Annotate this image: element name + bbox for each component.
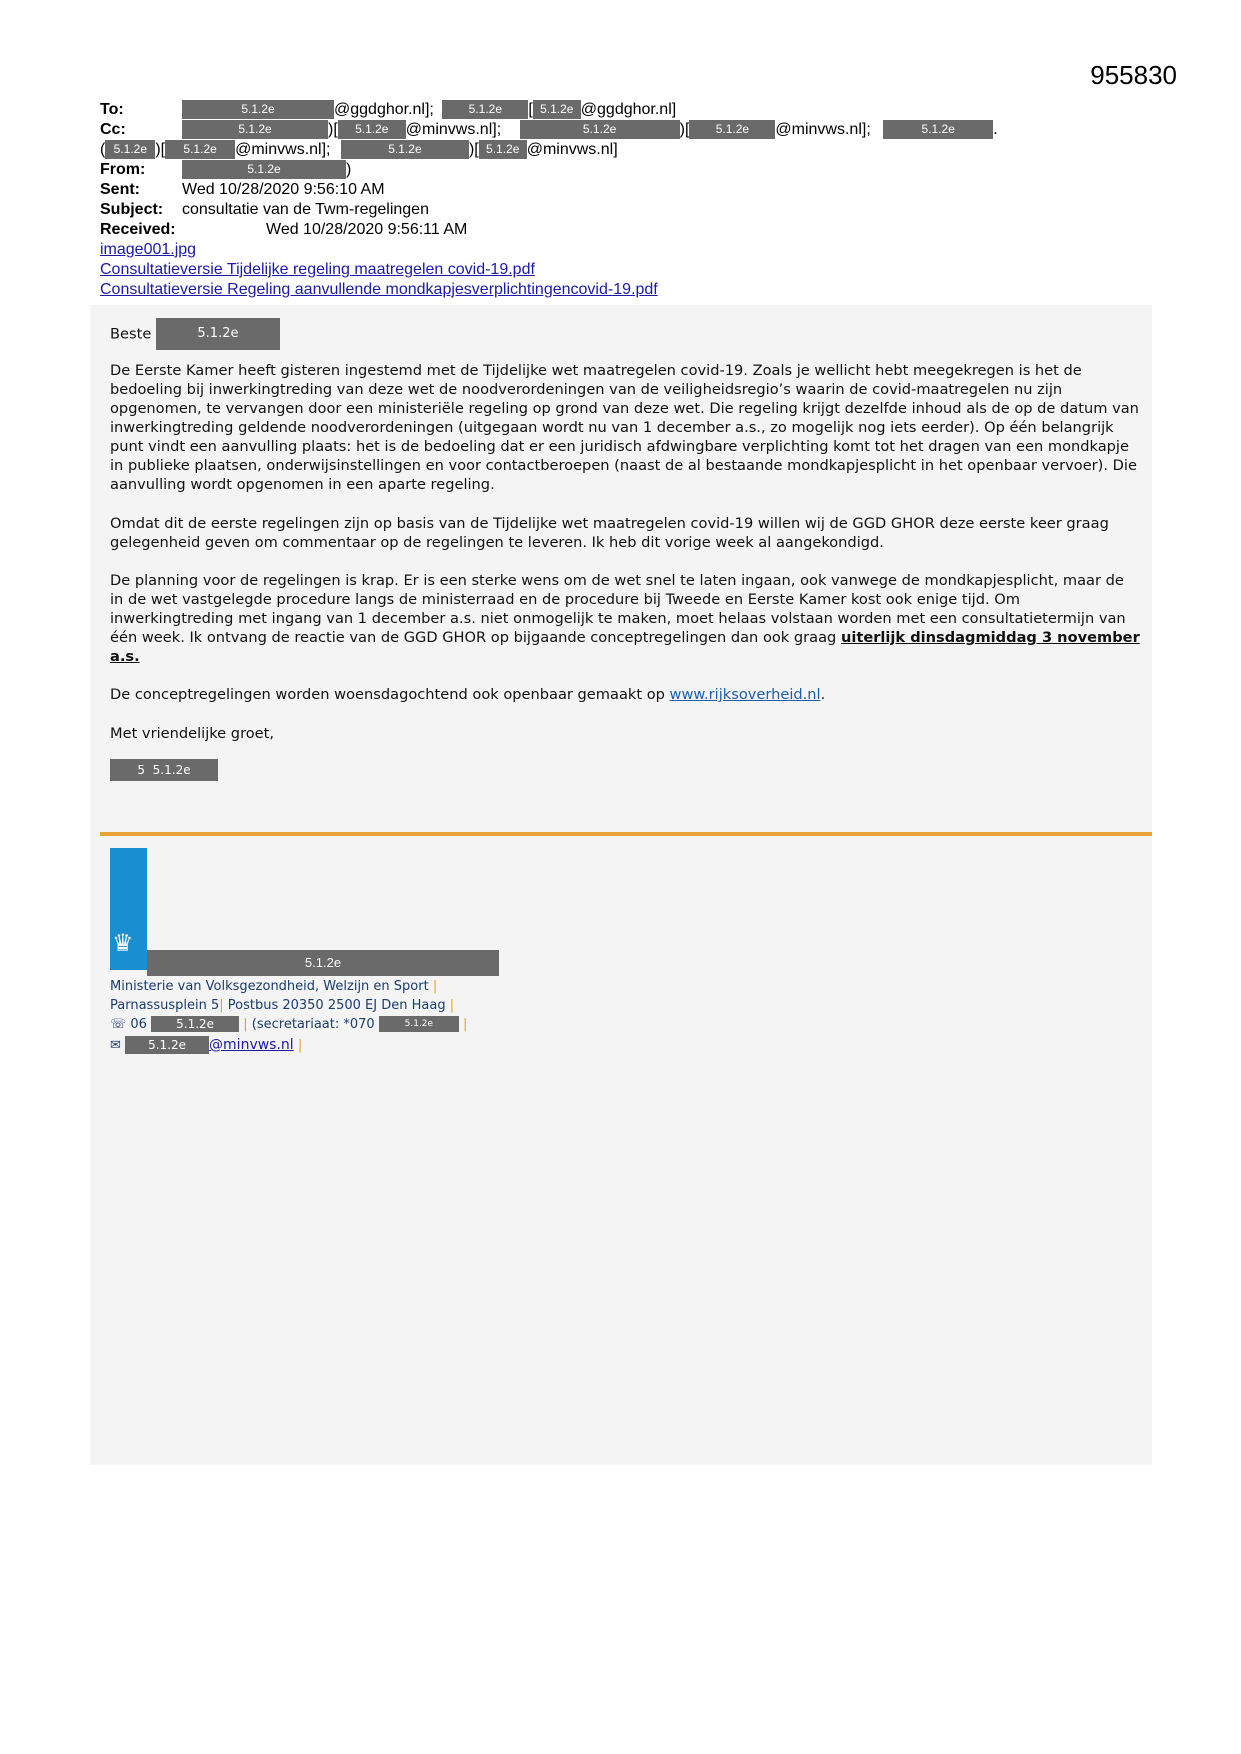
separator: | <box>243 1017 248 1032</box>
phone-line <box>110 1016 467 1034</box>
ministry-name: Ministerie van Volksgezondheid, Welzijn en Sport <box>110 979 429 994</box>
subject-label: Subject: <box>100 201 164 218</box>
redaction: 5.1.2e <box>379 1016 459 1032</box>
email-link[interactable]: @minvws.nl <box>209 1037 294 1053</box>
postal-address: Postbus 20350 2500 EJ Den Haag <box>227 998 446 1013</box>
from-value <box>182 160 351 180</box>
to-domain-1: @ggdghor.nl]; <box>334 101 434 118</box>
redaction: 5.1.2e <box>182 100 334 119</box>
to-values <box>182 100 676 120</box>
closing-text: Met vriendelijke groet, <box>110 725 275 742</box>
redaction: 5.1.2e <box>182 120 328 139</box>
attachment-link-image[interactable]: image001.jpg <box>100 241 197 258</box>
signature-name <box>147 950 499 976</box>
document-id: 955830 <box>1090 60 1177 90</box>
phone-icon: ☏ <box>110 1017 127 1032</box>
period: . <box>820 686 826 703</box>
attachment-link-regeling-maatregelen[interactable]: Consultatieversie Tijdelijke regeling maatregelen covid-19.pdf <box>100 261 535 278</box>
cc-domain-3: @minvws.nl]; <box>235 141 331 158</box>
redaction: 5.1.2e <box>156 318 280 350</box>
cc-label: Cc: <box>100 121 126 138</box>
deadline: uiterlijk dinsdagmiddag 3 november a.s. <box>110 629 1140 665</box>
separator: | <box>297 1038 303 1053</box>
crest-icon: ♛ <box>112 930 134 957</box>
redaction: 5.1.2e <box>182 160 346 179</box>
attachment-list <box>100 240 658 300</box>
paren: )[ <box>328 121 338 138</box>
separator: | <box>449 998 455 1013</box>
period: . <box>993 121 998 138</box>
paren: )[ <box>468 141 479 158</box>
paragraph-3 <box>110 571 1140 666</box>
sign-prefix: 5 <box>137 763 146 777</box>
paren: ( <box>100 141 106 158</box>
received-value: Wed 10/28/2020 9:56:11 AM <box>266 221 468 238</box>
rijksoverheid-link[interactable]: www.rijksoverheid.nl <box>669 686 821 703</box>
to-label: To: <box>100 101 124 118</box>
cc-values <box>182 120 998 140</box>
paren: )[ <box>679 121 690 138</box>
ministry-line <box>110 978 437 996</box>
paragraph-4-text: De conceptregelingen worden woensdagochtend ook openbaar gemaakt op <box>110 686 670 703</box>
paren: )[ <box>155 141 166 158</box>
redaction: 5.1.2e <box>883 120 993 139</box>
secretariat-label: (secretariaat: *070 <box>251 1017 375 1032</box>
closing <box>110 724 1140 743</box>
redaction: 5.1.2e <box>165 140 235 159</box>
cc-values-continued <box>100 140 618 160</box>
paragraph-2 <box>110 514 1140 552</box>
separator: | <box>432 979 438 994</box>
redaction: 5.1.2e <box>125 1036 209 1054</box>
greeting-line <box>110 318 1140 350</box>
redaction: 5.1.2e <box>533 100 581 119</box>
redaction-code: 5.1.2e <box>152 763 191 777</box>
redaction: 5.1.2e <box>105 140 155 159</box>
redaction: 5.1.2e <box>147 950 499 976</box>
received-label: Received: <box>100 221 176 238</box>
paragraph-1-text: De Eerste Kamer heeft gisteren ingestemd met de Tijdelijke wet maatregelen covid-19. Zoals je wellicht hebt meegekregen is het de bedoeling bij inwerkingtreding van deze wet de noodverordeningen van de veiligheidsregio’s waarin de covid-maatregelen nu zijn opgenomen, te vervangen door een ministeriële regeling op grond van deze wet. Die regeling krijgt dezelfde inhoud als de op de datum van inwerkingtreding geldende noodverordeningen (uitgegaan wordt nu van 1 december a.s., zo mogelijk nog iets eerder). Op één belangrijk punt vindt een aanvulling plaats: het is de bedoeling dat er een juridisch afdwingbare verplichting komt tot het dragen van een mondkapje in publieke plaatsen, onderwijsinstellingen en voor contactberoepen (naast de al bestaande mondkapjesplicht in het openbaar vervoer). Die aanvulling wordt opgenomen in een aparte regeling. <box>110 362 1139 493</box>
attachment-link-regeling-mondkapjes[interactable]: Consultatieversie Regeling aanvullende mondkapjesverplichtingencovid-19.pdf <box>100 281 658 298</box>
phone-prefix: 06 <box>130 1017 147 1032</box>
sent-value: Wed 10/28/2020 9:56:10 AM <box>182 181 385 198</box>
redaction <box>110 759 218 781</box>
street-address: Parnassusplein 5 <box>110 998 220 1013</box>
redaction: 5.1.2e <box>520 120 680 139</box>
subject-value: consultatie van de Twm-regelingen <box>182 201 429 218</box>
separator: | <box>219 998 224 1013</box>
paragraph-1 <box>110 361 1140 494</box>
greeting: Beste <box>110 325 152 343</box>
paren: ) <box>346 161 352 178</box>
cc-domain-1: @minvws.nl]; <box>405 121 502 138</box>
to-domain-2: @ggdghor.nl] <box>580 101 677 118</box>
mail-icon: ✉ <box>110 1038 121 1053</box>
address-line <box>110 997 454 1015</box>
from-label: From: <box>100 161 146 178</box>
redaction: 5.1.2e <box>479 140 527 159</box>
sent-label: Sent: <box>100 181 140 198</box>
sender-signature-name <box>110 759 1140 781</box>
paragraph-2-text: Omdat dit de eerste regelingen zijn op basis van de Tijdelijke wet maatregelen covid-19 willen wij de GGD GHOR deze eerste keer graag gelegenheid geven om commentaar op de regelingen te leveren. Ik heb dit vorige week al aangekondigd. <box>110 515 1109 551</box>
paragraph-3-text: De planning voor de regelingen is krap. Er is een sterke wens om de wet snel te laten ingaan, ook vanwege de mondkapjesplicht, maar de in de wet vastgelegde procedure langs de ministerraad en de procedure bij Tweede en Eerste Kamer kost ook enige tijd. Om inwerkingtreding met ingang van 1 december a.s. niet onmogelijk te maken, moet helaas volstaan worden met een consultatietermijn van één week. Ik ontvang de reactie van de GGD GHOR op bijgaande conceptregelingen dan ook graag <box>110 572 1126 646</box>
separator: | <box>462 1017 468 1032</box>
redaction: 5.1.2e <box>341 140 469 159</box>
paragraph-4 <box>110 685 1140 704</box>
redaction: 5.1.2e <box>151 1016 239 1032</box>
signature-divider <box>100 832 1152 836</box>
cc-domain-2: @minvws.nl]; <box>775 121 871 138</box>
redaction: 5.1.2e <box>338 120 406 139</box>
cc-domain-4: @minvws.nl] <box>526 141 618 158</box>
email-line <box>110 1036 302 1055</box>
redaction: 5.1.2e <box>689 120 775 139</box>
redaction: 5.1.2e <box>442 100 528 119</box>
bracket: [ <box>528 101 533 118</box>
